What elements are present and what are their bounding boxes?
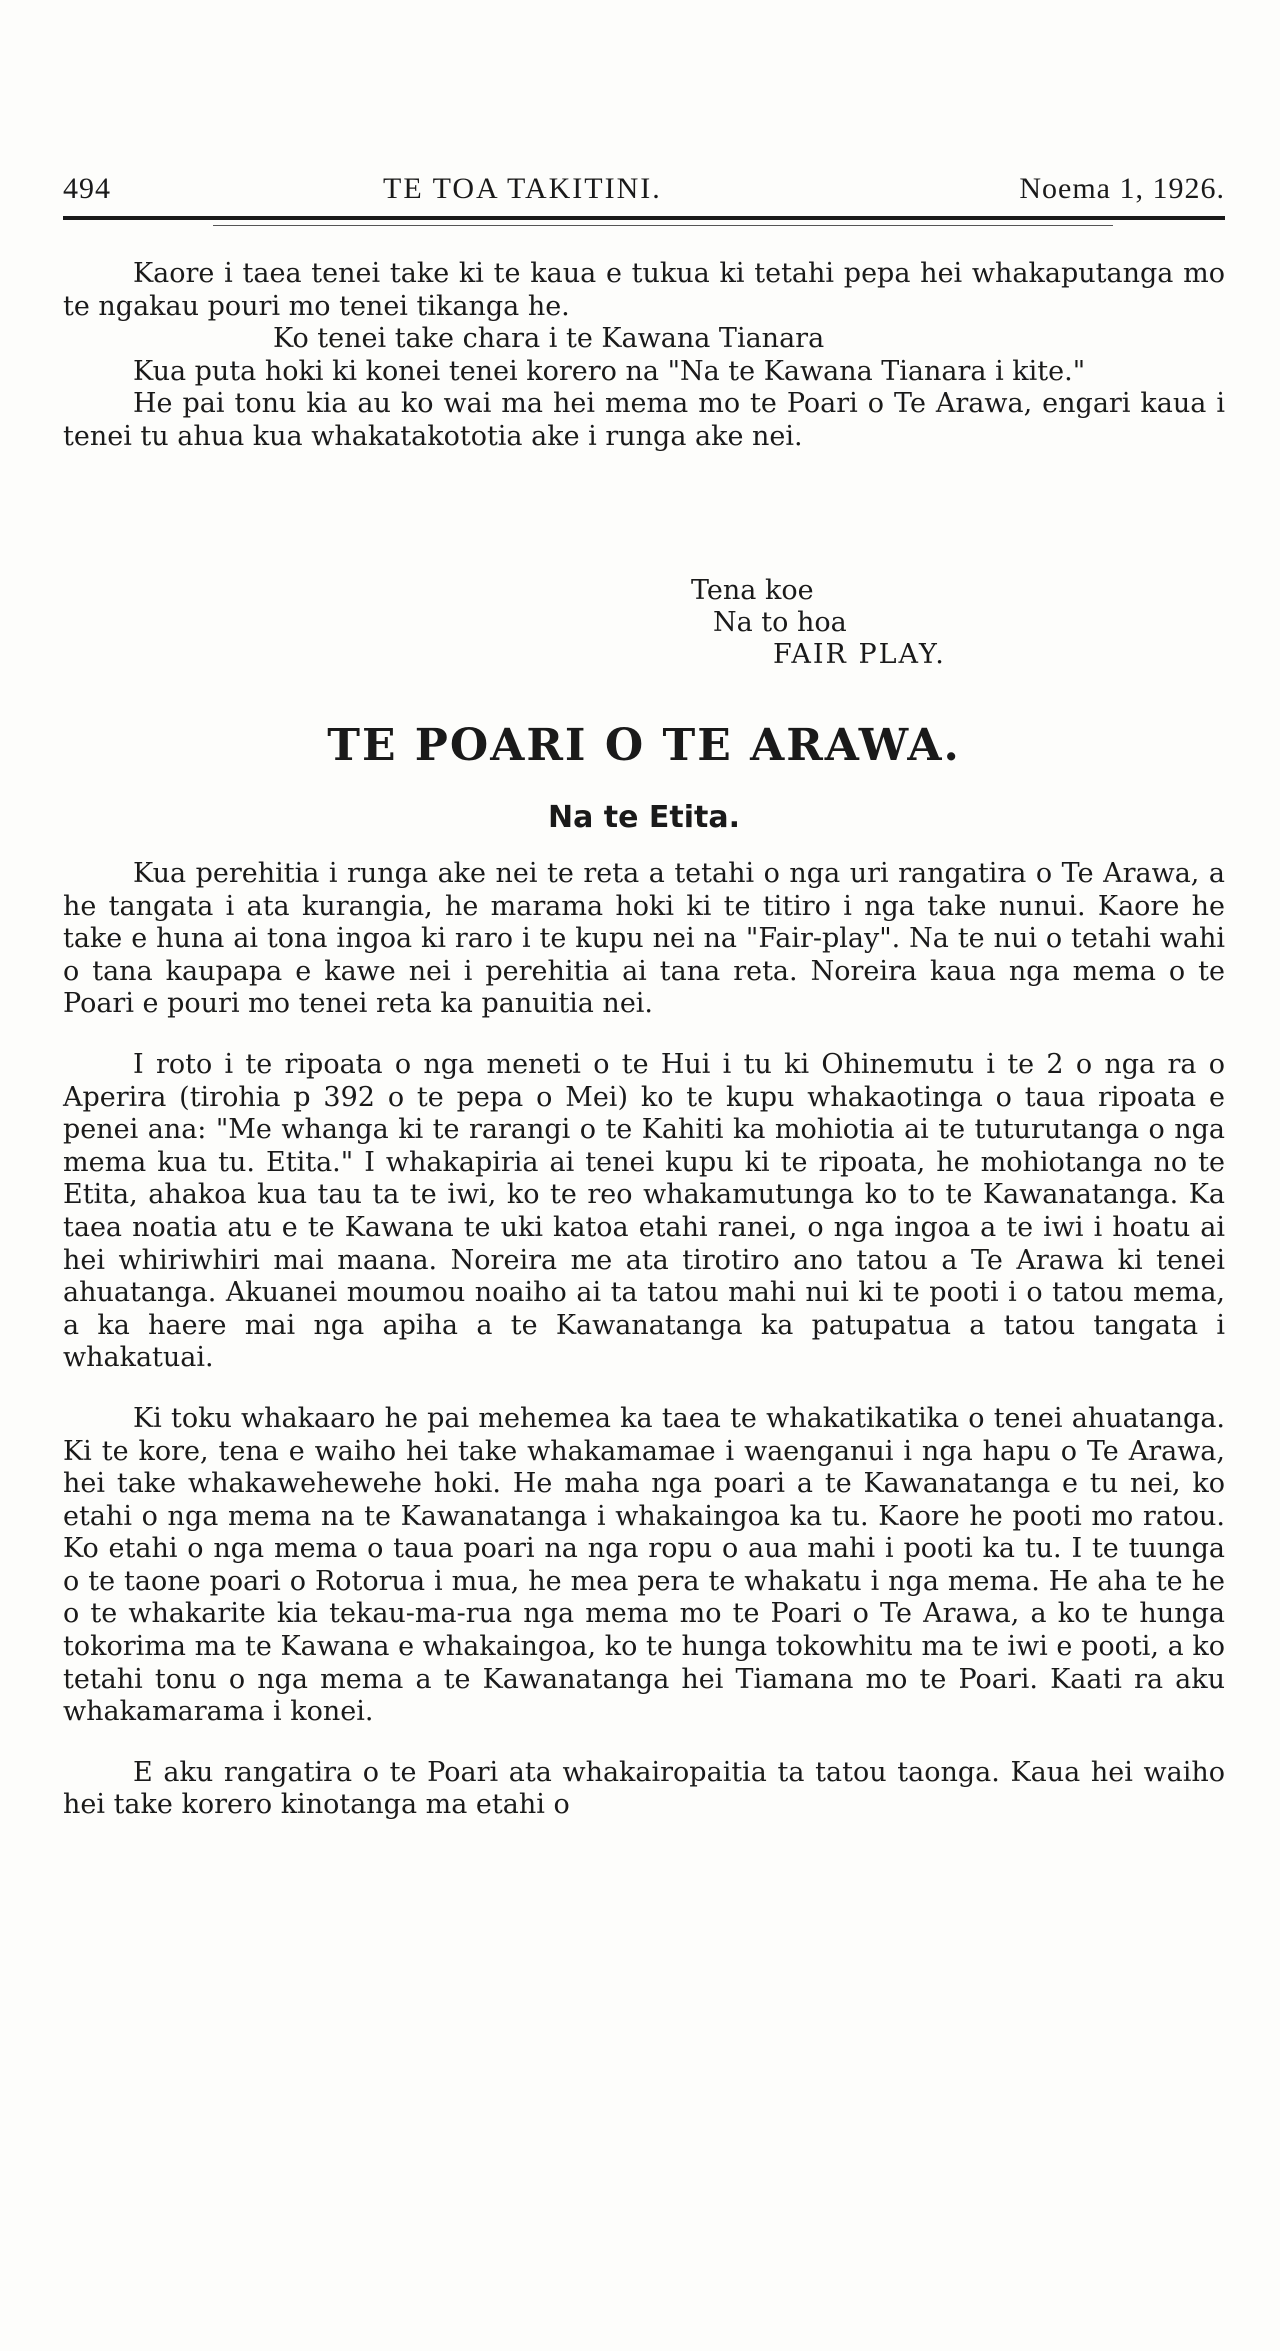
letter-paragraph: Kaore i taea tenei take ki te kaua e tukua ki tetahi pepa hei whakaputanga mo te ngakau pouri mo tenei tikanga he. <box>63 258 1225 322</box>
article-body <box>63 858 1225 1822</box>
article-paragraph: Kua perehitia i runga ake nei te reta a tetahi o nga uri rangatira o Te Arawa, a he tangata i ata kurangia, he marama hoki ki te titiro i nga take nunui. Kaore he take e huna ai tona ingoa ki raro i te kupu nei na "Fair-play". Na te nui o tetahi wahi o tana kaupapa e kawe nei i perehitia ai tana reta. Noreira kaua nga mema o te Poari e pouri mo tenei reta ka panuitia nei. <box>63 858 1225 1020</box>
article-paragraph: E aku rangatira o te Poari ata whakairopaitia ta tatou taonga. Kaua hei waiho hei take korero kinotanga ma etahi o <box>63 1756 1225 1821</box>
publication-title: TE TOA TAKITINI. <box>383 172 662 205</box>
article-paragraph: Ki toku whakaaro he pai mehemea ka taea te whakatikatika o tenei ahuatanga. Ki te kore, tena e waiho hei take whakamamae i waenganui i nga hapu o Te Arawa, hei take whakawehewehe hoki. He maha nga poari a te Kawanatanga e tu nei, ko etahi o nga mema na te Kawanatanga i whakaingoa ka tu. Kaore he pooti mo ratou. Ko etahi o nga mema o taua poari na nga ropu o aua mahi i pooti ka tu. I te tuunga o te taone poari o Rotorua i mua, he mea pera te whakatu i nga mema. He aha te he o te whakarite kia tekau-ma-rua nga mema mo te Poari o Te Arawa, a ko te hunga tokorima ma te Kawana e whakaingoa, ko te hunga tokowhitu ma te iwi e pooti, a ko tetahi tonu o nga mema a te Kawanatanga hei Tiamana mo te Poari. Kaati ra aku whakamarama i konei. <box>63 1402 1225 1728</box>
issue-date: Noema 1, 1926. <box>1019 172 1225 205</box>
letter-signoff <box>691 575 946 671</box>
letter-paragraph: He pai tonu kia au ko wai ma hei mema mo te Poari o Te Arawa, engari kaua i tenei tu ahua kua whakatakototia ake i runga ake nei. <box>63 388 1225 452</box>
running-header <box>63 172 1225 212</box>
signoff-closing: Tena koe <box>691 575 814 606</box>
signoff-from: Na to hoa <box>713 607 847 638</box>
article-paragraph: I roto i te ripoata o nga meneti o te Hui i tu ki Ohinemutu i te 2 o nga ra o Aperira (tirohia p 392 o te pepa o Mei) ko te kupu whakaotinga o taua ripoata e penei ana: "Me whanga ki te rarangi o te Kahiti ka mohiotia ai te tuturutanga o nga mema kua tu. Etita." I whakapiria ai tenei kupu ki te ripoata, he mohiotanga no te Etita, ahakoa kua tau ta te iwi, ko te reo whakamutunga ko to te Kawanatanga. Ka taea noatia atu e te Kawana te uki katoa etahi ranei, o nga ingoa a te iwi i hoatu ai hei whiriwhiri mai maana. Noreira me ata tirotiro ano tatou a Te Arawa ki tenei ahuatanga. Akuanei moumou noaiho ai ta tatou mahi nui ki te pooti i o tatou mema, a ka haere mai nga apiha a te Kawanatanga ka patupatua a tatou tangata i whakatuai. <box>63 1048 1225 1374</box>
article-title: TE POARI O TE ARAWA. <box>327 720 961 771</box>
letter-body <box>63 258 1225 454</box>
page-number: 494 <box>63 172 111 205</box>
header-subrule <box>213 225 1113 226</box>
letter-paragraph: Ko tenei take chara i te Kawana Tianara <box>273 323 825 355</box>
article-byline: Na te Etita. <box>547 800 741 835</box>
letter-paragraph: Kua puta hoki ki konei tenei korero na "Na te Kawana Tianara i kite." <box>133 355 1086 387</box>
header-rule <box>63 216 1225 220</box>
signoff-signature: FAIR PLAY. <box>773 639 946 670</box>
